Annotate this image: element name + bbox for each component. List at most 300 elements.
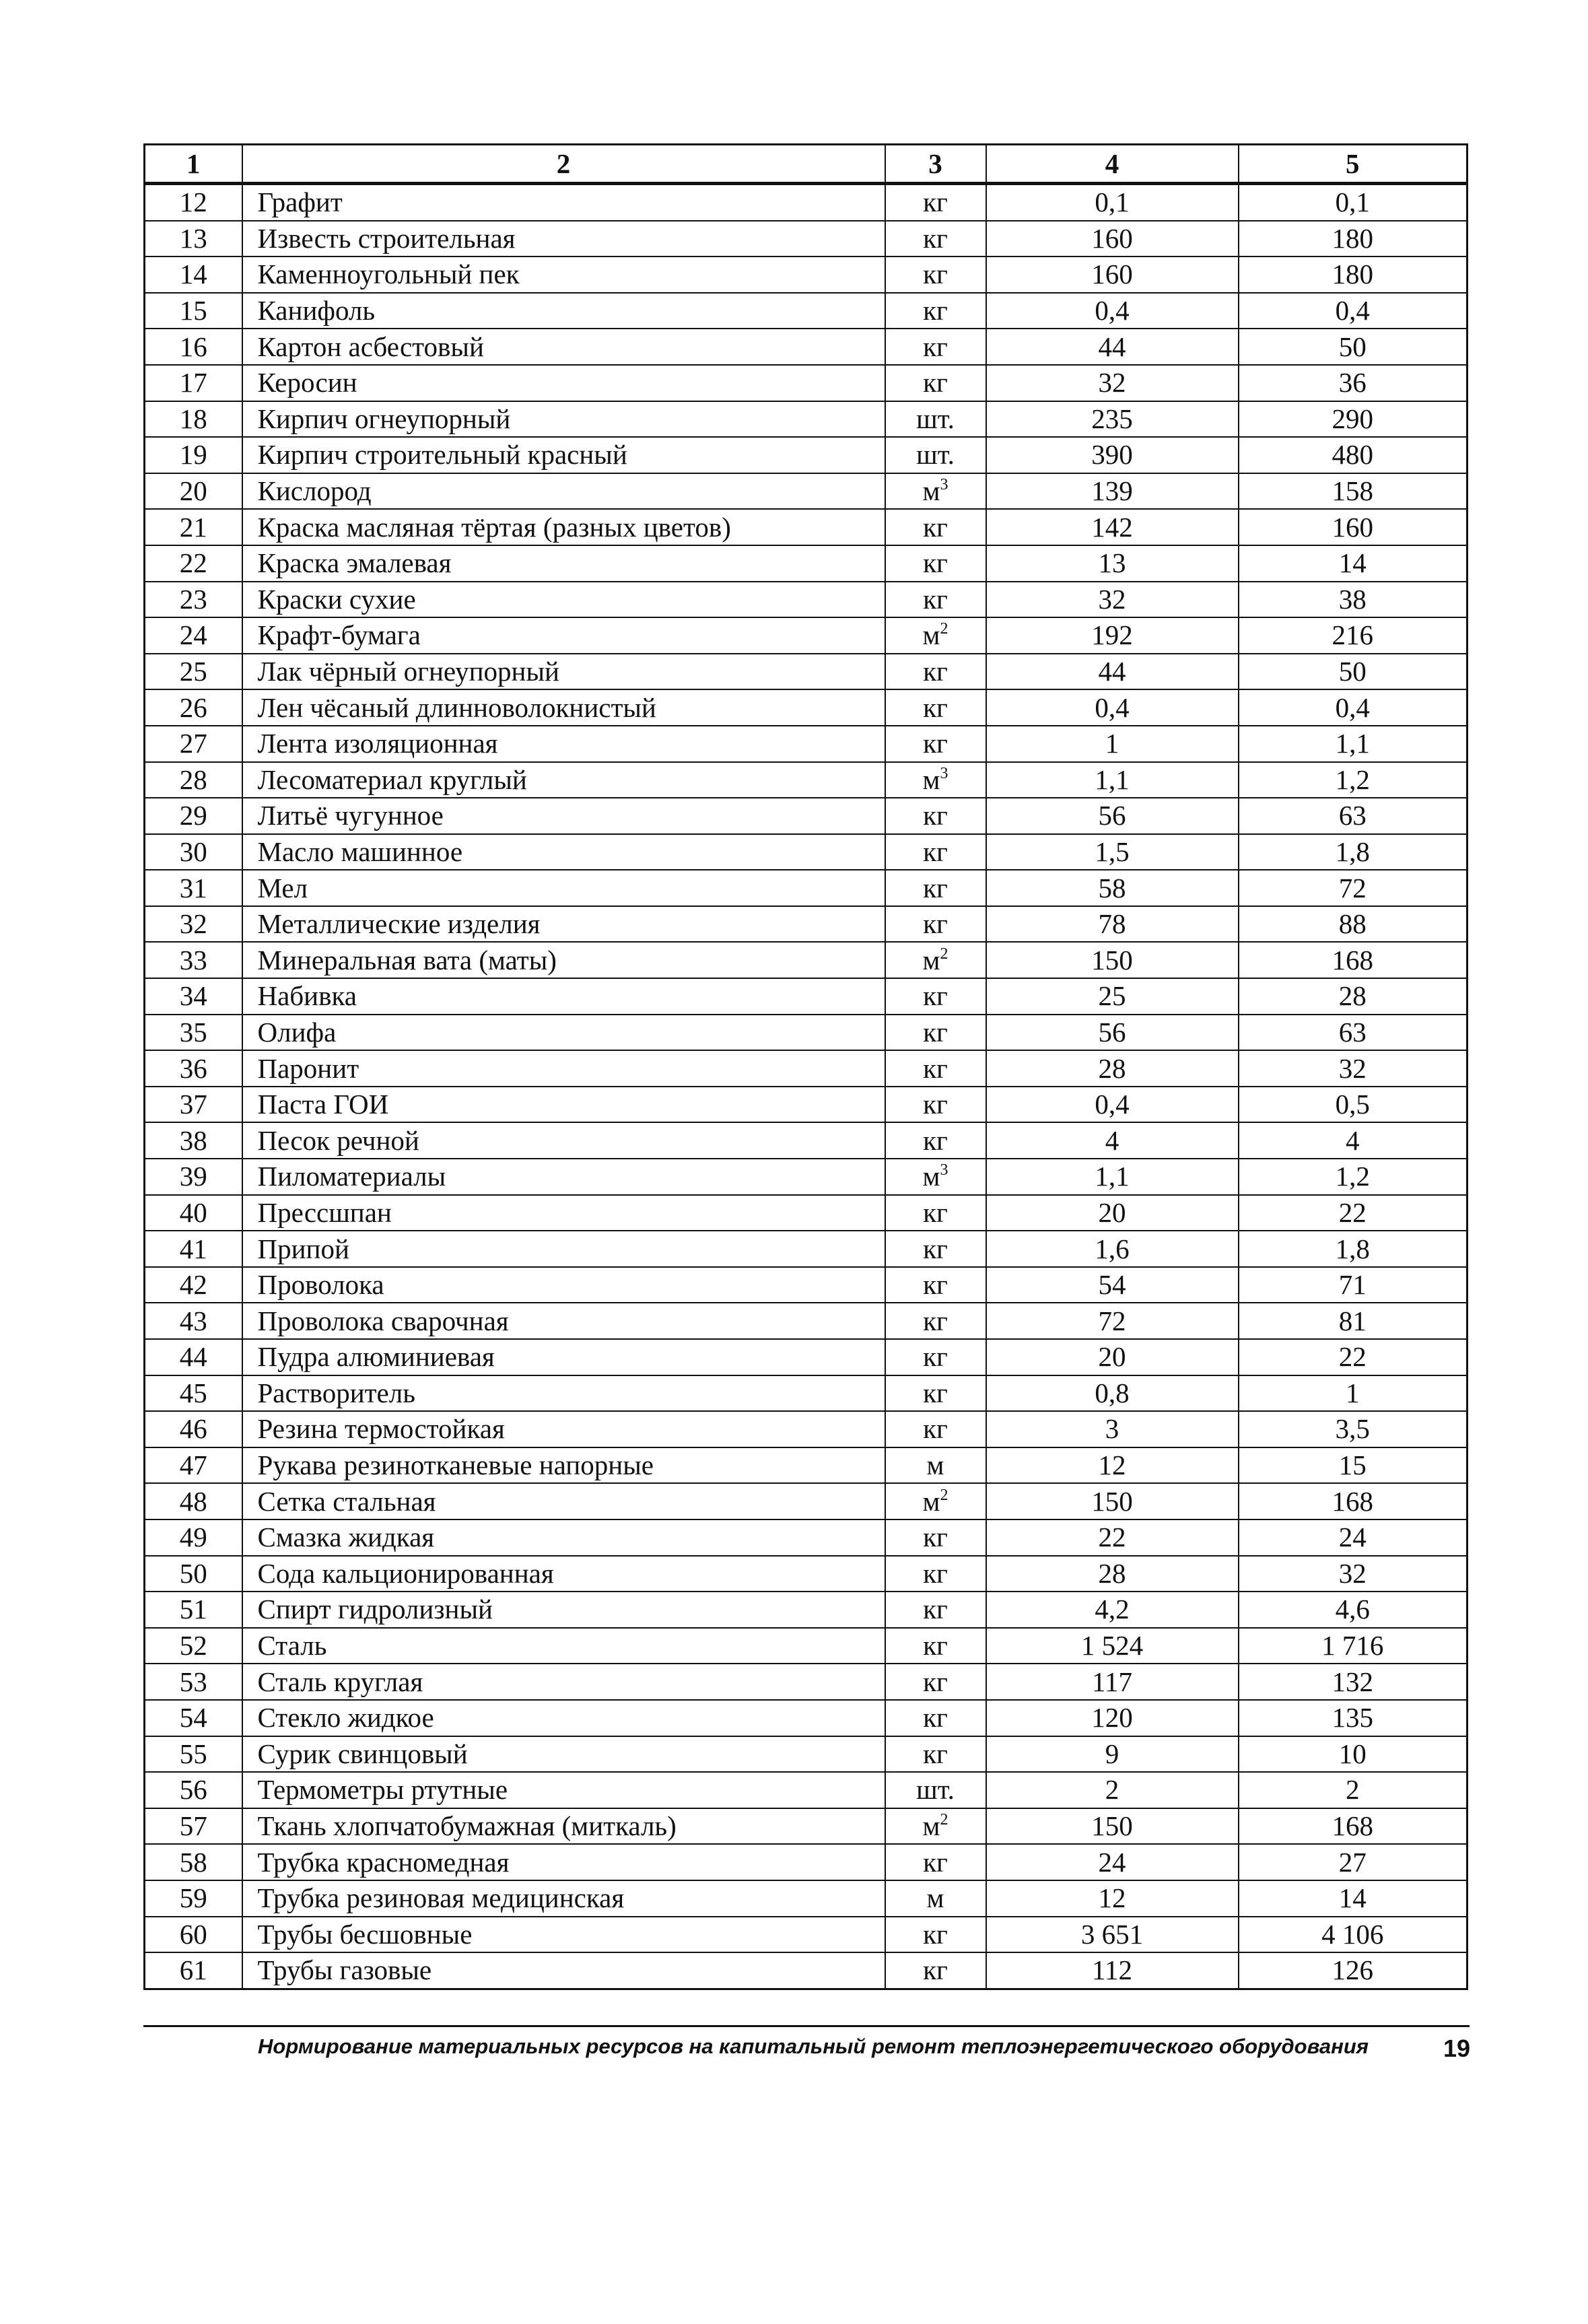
unit-cell (885, 1195, 986, 1231)
unit-cell (885, 582, 986, 618)
row-number-cell: 32 (145, 906, 242, 943)
table-row (145, 1772, 1468, 1808)
material-name-cell: Паста ГОИ (242, 1087, 885, 1123)
row-number-cell: 16 (145, 329, 242, 365)
row-number-cell: 53 (145, 1664, 242, 1700)
row-number-cell: 26 (145, 689, 242, 726)
row-number-cell: 54 (145, 1700, 242, 1736)
value-col5-cell: 50 (1239, 654, 1468, 690)
material-name-cell: Термометры ртутные (242, 1772, 885, 1808)
unit-cell (885, 365, 986, 401)
row-number-cell: 45 (145, 1375, 242, 1412)
unit-cell (885, 1122, 986, 1159)
row-number-cell: 59 (145, 1880, 242, 1917)
value-col4-cell: 1 (986, 726, 1239, 762)
unit-cell (885, 1700, 986, 1736)
unit-cell (885, 1772, 986, 1808)
row-number-cell: 40 (145, 1195, 242, 1231)
material-name-cell: Литьё чугунное (242, 798, 885, 834)
unit-cell (885, 1339, 986, 1375)
unit-label: кг (923, 511, 948, 543)
row-number-cell: 60 (145, 1917, 242, 1953)
value-col4-cell: 0,4 (986, 1087, 1239, 1123)
table-row (145, 1411, 1468, 1447)
row-number-cell: 57 (145, 1808, 242, 1845)
value-col4-cell: 150 (986, 942, 1239, 978)
unit-label: м (926, 1449, 944, 1481)
material-name-cell: Масло машинное (242, 834, 885, 870)
unit-label: шт. (916, 403, 955, 434)
unit-label: шт. (916, 1774, 955, 1806)
value-col4-cell: 192 (986, 617, 1239, 654)
value-col5-cell: 160 (1239, 509, 1468, 545)
unit-label: кг (923, 1124, 948, 1156)
value-col5-cell: 1 716 (1239, 1628, 1468, 1664)
value-col4-cell: 44 (986, 329, 1239, 365)
unit-label: кг (923, 656, 948, 687)
table-row (145, 906, 1468, 943)
table-row (145, 1808, 1468, 1845)
unit-label: м (922, 1810, 940, 1842)
unit-label: м (922, 944, 940, 976)
value-col5-cell: 180 (1239, 257, 1468, 293)
value-col5-cell: 2 (1239, 1772, 1468, 1808)
table-row (145, 654, 1468, 690)
value-col4-cell: 4,2 (986, 1592, 1239, 1628)
unit-label: м (922, 619, 940, 651)
unit-label: кг (923, 1052, 948, 1084)
row-number-cell: 25 (145, 654, 242, 690)
unit-label: м (922, 475, 940, 507)
row-number-cell: 48 (145, 1483, 242, 1519)
row-number-cell: 13 (145, 221, 242, 257)
value-col4-cell: 1,1 (986, 1159, 1239, 1195)
material-name-cell: Набивка (242, 978, 885, 1015)
row-number-cell: 17 (145, 365, 242, 401)
unit-label: кг (923, 295, 948, 327)
table-row (145, 1087, 1468, 1123)
value-col5-cell: 1,2 (1239, 1159, 1468, 1195)
value-col4-cell: 9 (986, 1736, 1239, 1773)
value-col5-cell: 88 (1239, 906, 1468, 943)
unit-exponent: 2 (940, 1811, 948, 1829)
material-name-cell: Проволока (242, 1267, 885, 1303)
unit-cell (885, 617, 986, 654)
value-col5-cell: 27 (1239, 1844, 1468, 1880)
table-row (145, 1917, 1468, 1953)
unit-label: кг (923, 1341, 948, 1373)
unit-label: кг (923, 691, 948, 723)
value-col5-cell: 4,6 (1239, 1592, 1468, 1628)
table-row (145, 942, 1468, 978)
table-row (145, 762, 1468, 798)
table-row (145, 1628, 1468, 1664)
row-number-cell: 38 (145, 1122, 242, 1159)
table-row (145, 1267, 1468, 1303)
unit-cell (885, 1592, 986, 1628)
unit-cell (885, 1303, 986, 1339)
value-col5-cell: 63 (1239, 1015, 1468, 1051)
value-col4-cell: 78 (986, 906, 1239, 943)
value-col5-cell: 168 (1239, 942, 1468, 978)
row-number-cell: 35 (145, 1015, 242, 1051)
material-name-cell: Прессшпан (242, 1195, 885, 1231)
material-name-cell: Сурик свинцовый (242, 1736, 885, 1773)
value-col4-cell: 72 (986, 1303, 1239, 1339)
row-number-cell: 21 (145, 509, 242, 545)
unit-exponent: 3 (940, 476, 948, 494)
value-col4-cell: 22 (986, 1519, 1239, 1556)
material-name-cell: Графит (242, 184, 885, 221)
value-col5-cell: 168 (1239, 1808, 1468, 1845)
table-row (145, 1339, 1468, 1375)
table-row (145, 1664, 1468, 1700)
row-number-cell: 58 (145, 1844, 242, 1880)
unit-label: кг (923, 872, 948, 903)
material-name-cell: Картон асбестовый (242, 329, 885, 365)
material-name-cell: Паронит (242, 1050, 885, 1087)
material-name-cell: Лак чёрный огнеупорный (242, 654, 885, 690)
material-name-cell: Припой (242, 1231, 885, 1267)
value-col5-cell: 32 (1239, 1050, 1468, 1087)
row-number-cell: 31 (145, 870, 242, 906)
unit-cell (885, 1664, 986, 1700)
row-number-cell: 23 (145, 582, 242, 618)
unit-cell (885, 1952, 986, 1989)
unit-cell (885, 1917, 986, 1953)
unit-label: кг (923, 367, 948, 399)
unit-cell (885, 1808, 986, 1845)
material-name-cell: Проволока сварочная (242, 1303, 885, 1339)
table-row (145, 401, 1468, 438)
unit-exponent: 3 (940, 1161, 948, 1180)
value-col4-cell: 32 (986, 582, 1239, 618)
unit-label: кг (923, 1954, 948, 1986)
material-name-cell: Кислород (242, 473, 885, 510)
value-col5-cell: 24 (1239, 1519, 1468, 1556)
row-number-cell: 47 (145, 1447, 242, 1484)
unit-label: кг (923, 1630, 948, 1662)
unit-label: кг (923, 259, 948, 290)
row-number-cell: 51 (145, 1592, 242, 1628)
value-col5-cell: 0,5 (1239, 1087, 1468, 1123)
unit-label: кг (923, 1196, 948, 1228)
unit-cell (885, 1267, 986, 1303)
unit-label: кг (923, 1413, 948, 1445)
table-row (145, 184, 1468, 221)
unit-label: кг (923, 1557, 948, 1589)
table-row (145, 582, 1468, 618)
material-name-cell: Сталь (242, 1628, 885, 1664)
table-row (145, 1015, 1468, 1051)
material-name-cell: Лента изоляционная (242, 726, 885, 762)
value-col4-cell: 1 524 (986, 1628, 1239, 1664)
unit-label: м (922, 1161, 940, 1192)
unit-label: кг (923, 1269, 948, 1301)
material-name-cell: Канифоль (242, 293, 885, 329)
value-col5-cell: 0,4 (1239, 293, 1468, 329)
row-number-cell: 22 (145, 545, 242, 582)
value-col5-cell: 3,5 (1239, 1411, 1468, 1447)
unit-label: м (922, 763, 940, 795)
row-number-cell: 37 (145, 1087, 242, 1123)
value-col5-cell: 480 (1239, 437, 1468, 473)
unit-exponent: 2 (940, 1486, 948, 1504)
unit-exponent: 2 (940, 945, 948, 963)
unit-cell (885, 1556, 986, 1592)
material-name-cell: Лен чёсаный длинноволокнистый (242, 689, 885, 726)
table-row (145, 1880, 1468, 1917)
value-col4-cell: 139 (986, 473, 1239, 510)
unit-label: кг (923, 1702, 948, 1734)
value-col5-cell: 72 (1239, 870, 1468, 906)
unit-label: кг (923, 1846, 948, 1878)
row-number-cell: 14 (145, 257, 242, 293)
material-name-cell: Кирпич строительный красный (242, 437, 885, 473)
value-col4-cell: 32 (986, 365, 1239, 401)
value-col4-cell: 142 (986, 509, 1239, 545)
unit-label: кг (923, 1738, 948, 1769)
unit-cell (885, 257, 986, 293)
material-name-cell: Сталь круглая (242, 1664, 885, 1700)
table-row (145, 365, 1468, 401)
value-col5-cell: 216 (1239, 617, 1468, 654)
unit-label: м (922, 1485, 940, 1517)
material-name-cell: Смазка жидкая (242, 1519, 885, 1556)
unit-label: кг (923, 1016, 948, 1048)
table-row (145, 473, 1468, 510)
material-name-cell: Трубка красномедная (242, 1844, 885, 1880)
unit-cell (885, 834, 986, 870)
material-name-cell: Трубы газовые (242, 1952, 885, 1989)
row-number-cell: 46 (145, 1411, 242, 1447)
value-col4-cell: 54 (986, 1267, 1239, 1303)
value-col4-cell: 24 (986, 1844, 1239, 1880)
value-col4-cell: 0,4 (986, 689, 1239, 726)
value-col5-cell: 1,1 (1239, 726, 1468, 762)
row-number-cell: 44 (145, 1339, 242, 1375)
value-col5-cell: 14 (1239, 1880, 1468, 1917)
value-col5-cell: 135 (1239, 1700, 1468, 1736)
unit-label: кг (923, 1377, 948, 1408)
unit-label: кг (923, 547, 948, 579)
material-name-cell: Кирпич огнеупорный (242, 401, 885, 438)
material-name-cell: Растворитель (242, 1375, 885, 1412)
value-col4-cell: 117 (986, 1664, 1239, 1700)
unit-cell (885, 1231, 986, 1267)
unit-cell (885, 1411, 986, 1447)
table-row (145, 1844, 1468, 1880)
value-col4-cell: 390 (986, 437, 1239, 473)
unit-cell (885, 870, 986, 906)
table-body (145, 184, 1468, 1989)
table-header (145, 145, 1468, 184)
unit-label: кг (923, 908, 948, 940)
unit-cell (885, 1050, 986, 1087)
material-name-cell: Рукава резинотканевые напорные (242, 1447, 885, 1484)
unit-exponent: 2 (940, 620, 948, 638)
value-col4-cell: 1,1 (986, 762, 1239, 798)
row-number-cell: 28 (145, 762, 242, 798)
row-number-cell: 52 (145, 1628, 242, 1664)
unit-cell (885, 401, 986, 438)
unit-cell (885, 437, 986, 473)
material-name-cell: Трубка резиновая медицинская (242, 1880, 885, 1917)
table-row (145, 293, 1468, 329)
unit-cell (885, 184, 986, 221)
materials-norms-table (143, 143, 1468, 1990)
unit-cell (885, 1844, 986, 1880)
value-col4-cell: 44 (986, 654, 1239, 690)
table-row (145, 1447, 1468, 1484)
unit-cell (885, 1015, 986, 1051)
header-col-5: 5 (1239, 145, 1468, 184)
table-row (145, 329, 1468, 365)
page-number: 19 (1443, 2035, 1470, 2062)
table-row (145, 689, 1468, 726)
value-col4-cell: 0,4 (986, 293, 1239, 329)
table-row (145, 1519, 1468, 1556)
value-col5-cell: 180 (1239, 221, 1468, 257)
material-name-cell: Керосин (242, 365, 885, 401)
unit-cell (885, 762, 986, 798)
value-col5-cell: 1,8 (1239, 1231, 1468, 1267)
unit-cell (885, 1736, 986, 1773)
value-col5-cell: 63 (1239, 798, 1468, 834)
unit-cell (885, 221, 986, 257)
unit-label: кг (923, 980, 948, 1012)
header-col-1: 1 (145, 145, 242, 184)
unit-cell (885, 1159, 986, 1195)
material-name-cell: Сода кальционированная (242, 1556, 885, 1592)
material-name-cell: Пиломатериалы (242, 1159, 885, 1195)
unit-label: кг (923, 1305, 948, 1336)
value-col4-cell: 0,1 (986, 184, 1239, 221)
value-col4-cell: 58 (986, 870, 1239, 906)
value-col4-cell: 1,6 (986, 1231, 1239, 1267)
value-col4-cell: 20 (986, 1195, 1239, 1231)
table-row (145, 617, 1468, 654)
value-col5-cell: 126 (1239, 1952, 1468, 1989)
table-row (145, 1592, 1468, 1628)
unit-cell (885, 293, 986, 329)
value-col5-cell: 28 (1239, 978, 1468, 1015)
value-col4-cell: 12 (986, 1880, 1239, 1917)
table-row (145, 1375, 1468, 1412)
value-col5-cell: 36 (1239, 365, 1468, 401)
value-col5-cell: 81 (1239, 1303, 1468, 1339)
material-name-cell: Сетка стальная (242, 1483, 885, 1519)
unit-cell (885, 509, 986, 545)
material-name-cell: Металлические изделия (242, 906, 885, 943)
value-col4-cell: 56 (986, 1015, 1239, 1051)
material-name-cell: Минеральная вата (маты) (242, 942, 885, 978)
unit-cell (885, 726, 986, 762)
table-row (145, 1483, 1468, 1519)
material-name-cell: Спирт гидролизный (242, 1592, 885, 1628)
row-number-cell: 42 (145, 1267, 242, 1303)
row-number-cell: 33 (145, 942, 242, 978)
value-col5-cell: 290 (1239, 401, 1468, 438)
row-number-cell: 15 (145, 293, 242, 329)
table-row (145, 870, 1468, 906)
value-col4-cell: 20 (986, 1339, 1239, 1375)
value-col4-cell: 3 651 (986, 1917, 1239, 1953)
table-row (145, 221, 1468, 257)
unit-label: кг (923, 1666, 948, 1697)
row-number-cell: 43 (145, 1303, 242, 1339)
unit-cell (885, 545, 986, 582)
value-col5-cell: 168 (1239, 1483, 1468, 1519)
value-col5-cell: 32 (1239, 1556, 1468, 1592)
table-row (145, 1050, 1468, 1087)
unit-cell (885, 473, 986, 510)
table-row (145, 1952, 1468, 1989)
value-col5-cell: 10 (1239, 1736, 1468, 1773)
value-col4-cell: 28 (986, 1050, 1239, 1087)
unit-label: кг (923, 331, 948, 362)
table-row (145, 1231, 1468, 1267)
footer-divider (143, 2025, 1470, 2027)
row-number-cell: 24 (145, 617, 242, 654)
unit-cell (885, 942, 986, 978)
value-col5-cell: 0,1 (1239, 184, 1468, 221)
row-number-cell: 12 (145, 184, 242, 221)
row-number-cell: 36 (145, 1050, 242, 1087)
table-row (145, 1700, 1468, 1736)
material-name-cell: Резина термостойкая (242, 1411, 885, 1447)
value-col4-cell: 3 (986, 1411, 1239, 1447)
material-name-cell: Ткань хлопчатобумажная (миткаль) (242, 1808, 885, 1845)
unit-cell (885, 1447, 986, 1484)
row-number-cell: 41 (145, 1231, 242, 1267)
row-number-cell: 61 (145, 1952, 242, 1989)
material-name-cell: Крафт-бумага (242, 617, 885, 654)
material-name-cell: Олифа (242, 1015, 885, 1051)
header-row (145, 145, 1468, 184)
material-name-cell: Известь строительная (242, 221, 885, 257)
value-col4-cell: 28 (986, 1556, 1239, 1592)
value-col5-cell: 71 (1239, 1267, 1468, 1303)
unit-cell (885, 1628, 986, 1664)
row-number-cell: 29 (145, 798, 242, 834)
table-row (145, 798, 1468, 834)
unit-cell (885, 654, 986, 690)
row-number-cell: 49 (145, 1519, 242, 1556)
table-row (145, 834, 1468, 870)
header-col-3: 3 (885, 145, 986, 184)
row-number-cell: 27 (145, 726, 242, 762)
value-col4-cell: 1,5 (986, 834, 1239, 870)
table-row (145, 1195, 1468, 1231)
table-row (145, 257, 1468, 293)
table-row (145, 1159, 1468, 1195)
unit-cell (885, 1519, 986, 1556)
table-row (145, 1122, 1468, 1159)
value-col4-cell: 150 (986, 1808, 1239, 1845)
unit-label: кг (923, 800, 948, 831)
value-col5-cell: 1,2 (1239, 762, 1468, 798)
unit-label: м (926, 1882, 944, 1914)
unit-cell (885, 1087, 986, 1123)
unit-cell (885, 798, 986, 834)
value-col5-cell: 1 (1239, 1375, 1468, 1412)
row-number-cell: 34 (145, 978, 242, 1015)
value-col5-cell: 1,8 (1239, 834, 1468, 870)
unit-cell (885, 906, 986, 943)
unit-label: кг (923, 1918, 948, 1950)
unit-cell (885, 978, 986, 1015)
